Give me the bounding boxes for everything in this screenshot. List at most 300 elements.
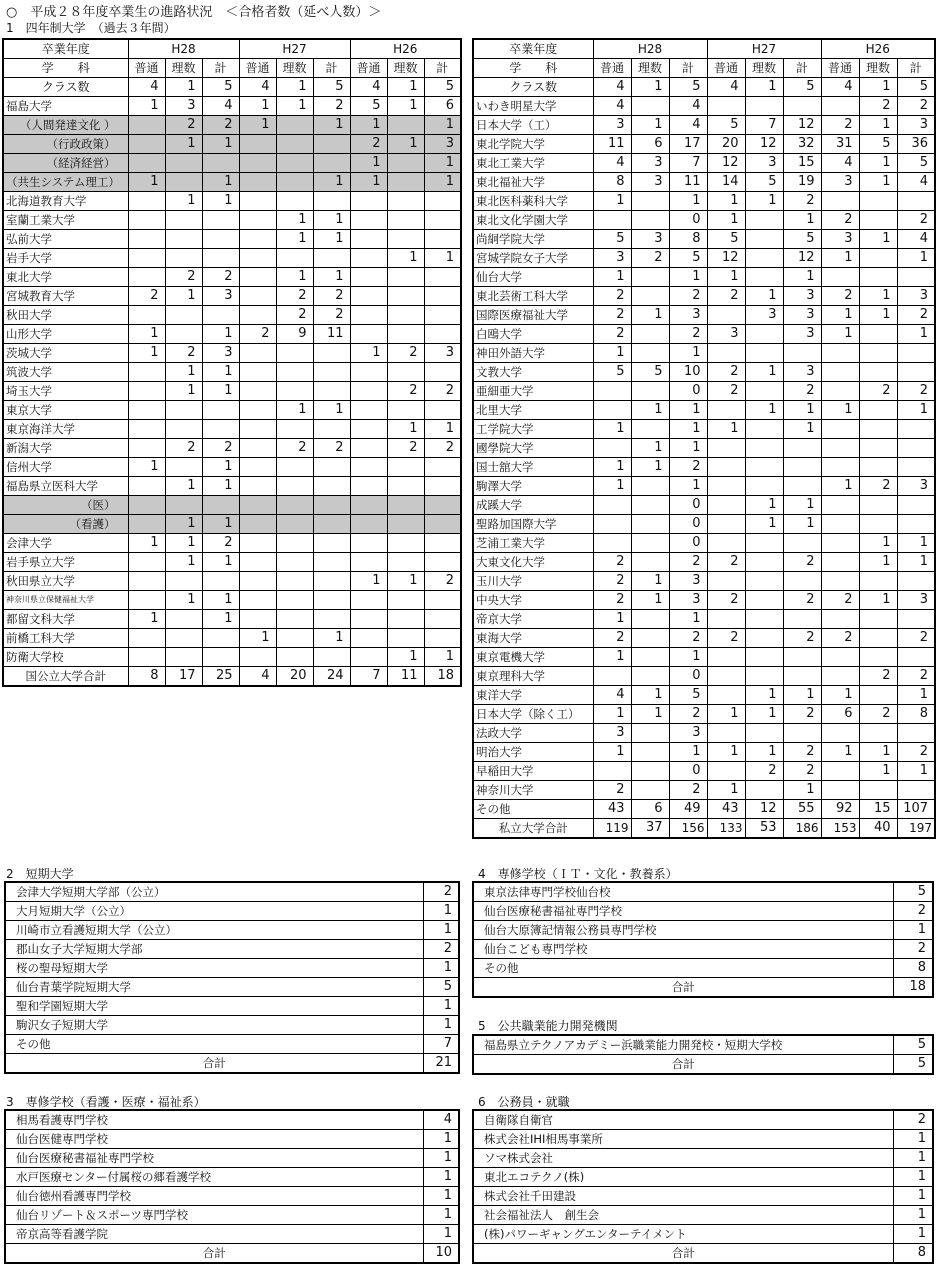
table-row [3,230,461,249]
count-cell: 1 [202,173,239,192]
class-count-cell: 4 [128,78,165,97]
count-cell [313,192,350,211]
school-name: 玉川大学 [473,572,593,591]
count-cell [165,306,202,325]
table-row [473,344,935,363]
count-cell [897,458,935,477]
table-row [473,667,935,686]
table-row [473,325,935,344]
count-cell: 1 [593,705,631,724]
private-university-table [472,38,936,839]
count-cell [350,534,387,553]
count-cell [128,629,165,648]
count-cell: 2 [859,97,897,116]
table-row [473,724,935,743]
count-cell: 1 [202,325,239,344]
count-cell [350,458,387,477]
school-name: 東北エコテクノ(株) [473,1168,893,1187]
count-cell [387,154,424,173]
school-name: 仙台大原簿記情報公務員専門学校 [473,921,893,940]
total-label: 合計 [473,1244,893,1264]
count-cell: 1 [593,192,631,211]
table-row [3,534,461,553]
count-cell: 11 [669,173,707,192]
count-cell [424,211,461,230]
school-name: 東北福祉大学 [473,173,593,192]
count-cell [859,572,897,591]
count-cell: 1 [859,534,897,553]
count-cell: 1 [893,1206,933,1225]
school-name: 郡山女子大学短期大学部 [5,940,423,959]
count-cell [821,648,859,667]
count-cell: 1 [387,97,424,116]
count-cell: 2 [128,287,165,306]
school-name: 帝京高等看護学院 [5,1225,423,1244]
total-row [473,978,933,998]
count-cell: 2 [707,553,745,572]
count-cell: 1 [707,781,745,800]
count-cell: 1 [783,268,821,287]
count-cell: 1 [202,515,239,534]
count-cell: 1 [165,591,202,610]
count-cell: 2 [239,325,276,344]
header-h26: H26 [350,39,461,59]
count-cell [276,344,313,363]
count-cell: 1 [631,439,669,458]
count-cell: 19 [783,173,821,192]
school-name: 宮城学院女子大学 [473,249,593,268]
total-row [473,819,935,839]
count-cell [745,629,783,648]
header-h28: H28 [128,39,239,59]
count-cell [707,610,745,629]
count-cell: 2 [387,439,424,458]
count-cell [387,496,424,515]
school-name: 都留文科大学 [3,610,128,629]
school-name: 東北文化学園大学 [473,211,593,230]
count-cell: 92 [821,800,859,819]
count-cell: 1 [859,762,897,781]
count-cell: 2 [821,211,859,230]
count-cell: 2 [202,534,239,553]
class-count-cell: 4 [239,78,276,97]
count-cell: 1 [313,173,350,192]
count-cell [128,306,165,325]
count-cell [821,534,859,553]
count-cell [745,477,783,496]
count-cell: 5 [783,230,821,249]
count-cell: 1 [631,458,669,477]
count-cell [313,382,350,401]
school-name: 東京大学 [3,401,128,420]
count-cell: 1 [821,477,859,496]
count-cell [350,268,387,287]
class-count-cell: 4 [350,78,387,97]
school-name: 仙台医健専門学校 [5,1130,423,1149]
count-cell [239,173,276,192]
count-cell: 2 [593,572,631,591]
count-cell [859,344,897,363]
col-header: 普通 [593,59,631,78]
count-cell: 1 [821,249,859,268]
count-cell: 1 [387,135,424,154]
count-cell [276,534,313,553]
count-cell: 1 [745,401,783,420]
count-cell [593,382,631,401]
count-cell: 2 [593,553,631,572]
count-cell [631,496,669,515]
count-cell: 1 [423,921,459,940]
count-cell [859,192,897,211]
list-item [5,1110,459,1130]
count-cell [593,496,631,515]
count-cell: 1 [897,325,935,344]
count-cell [631,762,669,781]
count-cell [745,268,783,287]
count-cell [313,553,350,572]
count-cell [897,268,935,287]
count-cell [783,477,821,496]
count-cell: 4 [669,116,707,135]
count-cell [313,458,350,477]
count-cell: 1 [202,458,239,477]
count-cell [165,648,202,667]
count-cell: 11 [593,135,631,154]
school-name: 秋田大学 [3,306,128,325]
table-row [473,800,935,819]
count-cell: 1 [897,686,935,705]
count-cell [239,268,276,287]
count-cell [276,116,313,135]
count-cell: 2 [783,743,821,762]
count-cell [745,667,783,686]
count-cell [350,648,387,667]
count-cell [202,230,239,249]
count-cell: 1 [893,1168,933,1187]
count-cell: 1 [745,705,783,724]
school-name: 仙台医療秘書福祉専門学校 [5,1149,423,1168]
count-cell: 7 [669,154,707,173]
total-cell: 40 [859,819,897,839]
school-name: 東北工業大学 [473,154,593,173]
school-name: 社会福祉法人 創生会 [473,1206,893,1225]
count-cell: 1 [669,648,707,667]
count-cell [387,173,424,192]
count-cell [350,325,387,344]
count-cell [707,572,745,591]
school-name: (株)パワーギャングエンターテイメント [473,1225,893,1244]
count-cell: 1 [783,401,821,420]
list-item [5,1225,459,1244]
count-cell: 2 [593,287,631,306]
count-cell [821,781,859,800]
count-cell: 2 [897,306,935,325]
count-cell [350,211,387,230]
count-cell: 0 [669,496,707,515]
table-row [473,629,935,648]
count-cell: 1 [893,1149,933,1168]
count-cell [165,610,202,629]
count-cell [745,534,783,553]
total-cell: 197 [897,819,935,839]
count-cell [424,268,461,287]
count-cell: 3 [202,344,239,363]
school-name: 仙台大学 [473,268,593,287]
page-title: ○ 平成２８年度卒業生の進路状況 ＜合格者数（延べ人数）＞ [6,5,382,20]
class-count-cell: 1 [276,78,313,97]
count-cell: 2 [424,439,461,458]
header-class-count: クラス数 [473,78,593,97]
count-cell: 4 [821,154,859,173]
count-cell: 1 [897,249,935,268]
count-cell [821,496,859,515]
school-name: 株式会社千田建設 [473,1187,893,1206]
count-cell: 1 [165,477,202,496]
school-name: 駒澤大学 [473,477,593,496]
table-row [473,211,935,230]
table-row [3,116,461,135]
count-cell: 1 [669,192,707,211]
count-cell [707,496,745,515]
count-cell [707,667,745,686]
count-cell: 2 [313,439,350,458]
count-cell [387,325,424,344]
count-cell [783,610,821,629]
count-cell: 1 [423,1225,459,1244]
school-name: （共生システム理工） [3,173,128,192]
count-cell [165,401,202,420]
count-cell: 1 [350,116,387,135]
count-cell: 2 [202,439,239,458]
count-cell: 2 [202,116,239,135]
count-cell: 2 [165,268,202,287]
table-row [473,287,935,306]
school-name: 相馬看護専門学校 [5,1110,423,1130]
col-header: 理数 [859,59,897,78]
table-row [473,173,935,192]
count-cell [128,496,165,515]
list-item [473,1130,933,1149]
count-cell [631,534,669,553]
school-name: 白鴎大学 [473,325,593,344]
class-count-cell: 5 [669,78,707,97]
list-item [473,1110,933,1130]
total-label: 合計 [5,1244,423,1264]
count-cell [202,496,239,515]
school-name: ソマ株式会社 [473,1149,893,1168]
list-item [5,1168,459,1187]
count-cell [707,97,745,116]
count-cell [424,477,461,496]
count-cell: 2 [707,287,745,306]
total-cell: 8 [128,667,165,687]
count-cell [424,458,461,477]
count-cell [276,572,313,591]
count-cell: 1 [631,572,669,591]
count-cell: 1 [128,325,165,344]
count-cell: 1 [631,705,669,724]
total-row [5,1054,459,1074]
count-cell: 2 [707,382,745,401]
table-row [473,382,935,401]
count-cell [276,382,313,401]
count-cell: 1 [202,610,239,629]
list-item [5,1149,459,1168]
count-cell: 2 [276,439,313,458]
count-cell: 55 [783,800,821,819]
count-cell [821,724,859,743]
school-name: 仙台青葉学院短期大学 [5,978,423,997]
count-cell [424,610,461,629]
count-cell: 1 [313,401,350,420]
count-cell: 3 [897,477,935,496]
count-cell: 1 [128,344,165,363]
table-row [3,477,461,496]
count-cell [128,382,165,401]
public-training-table [472,1034,934,1075]
count-cell: 1 [707,268,745,287]
school-name: 亜細亜大学 [473,382,593,401]
count-cell [387,591,424,610]
count-cell [783,458,821,477]
count-cell: 1 [165,515,202,534]
total-cell: 186 [783,819,821,839]
count-cell [350,382,387,401]
count-cell: 7 [745,116,783,135]
count-cell: 12 [745,800,783,819]
count-cell: 1 [387,572,424,591]
count-cell [128,192,165,211]
count-cell [387,306,424,325]
table-row [3,515,461,534]
total-cell: 20 [276,667,313,687]
count-cell: 2 [276,287,313,306]
count-cell: 4 [202,97,239,116]
count-cell [313,135,350,154]
count-cell: 17 [669,135,707,154]
list-item [5,882,459,902]
count-cell [387,363,424,382]
count-cell [128,591,165,610]
count-cell [387,553,424,572]
count-cell: 1 [893,921,933,940]
table-row [3,192,461,211]
count-cell: 1 [424,420,461,439]
count-cell: 0 [669,534,707,553]
school-name: 工学院大学 [473,420,593,439]
count-cell [350,439,387,458]
count-cell: 1 [893,1130,933,1149]
count-cell: 2 [387,344,424,363]
table-row [3,648,461,667]
count-cell [821,553,859,572]
section-2-heading: 2 短期大学 [6,867,74,881]
school-name: 弘前大学 [3,230,128,249]
count-cell [165,496,202,515]
count-cell: 1 [859,173,897,192]
col-header: 理数 [276,59,313,78]
count-cell [631,743,669,762]
count-cell: 1 [423,1187,459,1206]
school-name: 東京理科大学 [473,667,593,686]
count-cell [821,762,859,781]
count-cell [313,591,350,610]
count-cell: 3 [593,116,631,135]
school-name: 宮城教育大学 [3,287,128,306]
count-cell: 31 [821,135,859,154]
count-cell [202,401,239,420]
count-cell [128,420,165,439]
count-cell: 12 [707,249,745,268]
count-cell: 1 [859,154,897,173]
count-cell: 32 [783,135,821,154]
count-cell: 1 [745,363,783,382]
count-cell [707,458,745,477]
count-cell [276,515,313,534]
count-cell [165,629,202,648]
count-cell: 6 [631,800,669,819]
count-cell: 2 [783,705,821,724]
count-cell: 4 [593,97,631,116]
count-cell [202,211,239,230]
count-cell [128,116,165,135]
class-count-cell: 5 [783,78,821,97]
count-cell [276,496,313,515]
count-cell [745,325,783,344]
count-cell: 5 [707,230,745,249]
count-cell: 9 [276,325,313,344]
count-cell: 2 [859,477,897,496]
count-cell [276,591,313,610]
table-row [473,591,935,610]
count-cell: 1 [631,306,669,325]
count-cell: 5 [669,686,707,705]
count-cell [202,629,239,648]
school-name: 山形大学 [3,325,128,344]
table-row [473,306,935,325]
count-cell: 1 [350,154,387,173]
count-cell: 1 [821,325,859,344]
count-cell: 1 [424,249,461,268]
school-name: 仙台徳州看護専門学校 [5,1187,423,1206]
total-label: 私立大学合計 [473,819,593,839]
school-name: 前橋工科大学 [3,629,128,648]
total-cell: 18 [424,667,461,687]
school-name: 日本大学（除く工） [473,705,593,724]
count-cell [387,458,424,477]
count-cell [821,439,859,458]
count-cell: 1 [859,287,897,306]
table-row [473,648,935,667]
count-cell [783,724,821,743]
count-cell: 2 [897,743,935,762]
col-header: 普通 [821,59,859,78]
count-cell [631,344,669,363]
count-cell: 3 [783,363,821,382]
count-cell [128,401,165,420]
school-name: 新潟大学 [3,439,128,458]
school-name: 茨城大学 [3,344,128,363]
school-name: （人間発達文化 ） [3,116,128,135]
count-cell [350,287,387,306]
vocational-it-table [472,881,934,998]
count-cell: 1 [165,287,202,306]
school-name: 室蘭工業大学 [3,211,128,230]
table-row [473,762,935,781]
count-cell: 2 [423,940,459,959]
count-cell [859,648,897,667]
count-cell [821,610,859,629]
